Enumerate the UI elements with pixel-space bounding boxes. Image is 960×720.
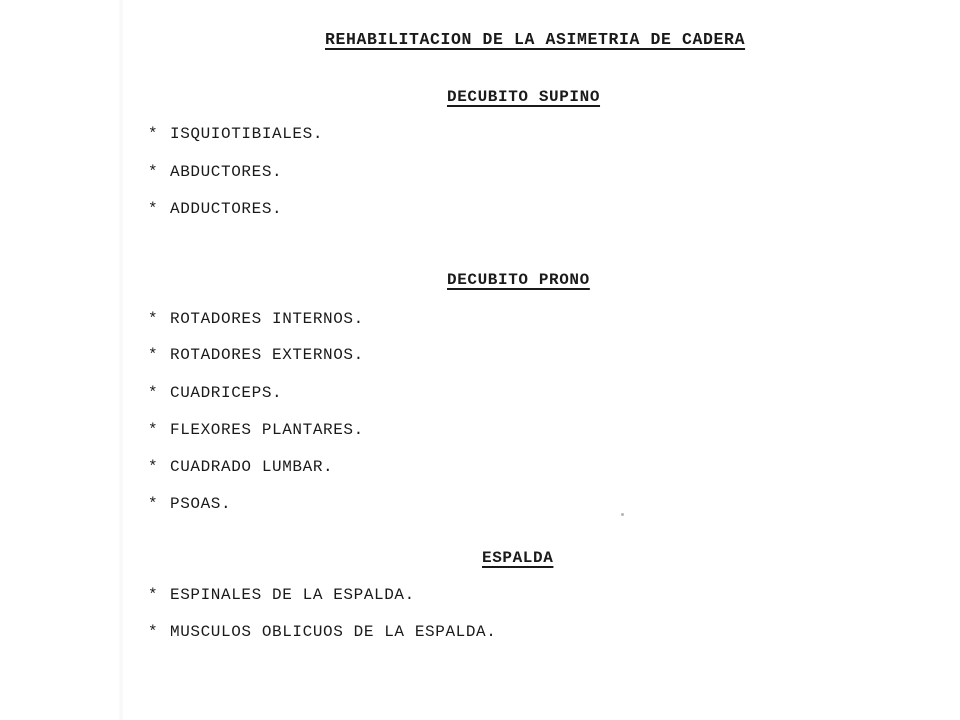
list-item bbox=[148, 421, 364, 439]
bullet-marker: * bbox=[148, 623, 159, 641]
bullet-marker: * bbox=[148, 310, 159, 328]
list-item-label: CUADRADO LUMBAR. bbox=[170, 458, 334, 476]
bullet-marker: * bbox=[148, 125, 159, 143]
bullet-marker: * bbox=[148, 495, 159, 513]
section-heading-decubito-prono: DECUBITO PRONO bbox=[447, 271, 590, 289]
bullet-marker: * bbox=[148, 346, 159, 364]
list-item-label: ADDUCTORES. bbox=[170, 200, 283, 218]
bullet-marker: * bbox=[148, 384, 159, 402]
list-item bbox=[148, 586, 415, 604]
list-item-label: ISQUIOTIBIALES. bbox=[170, 125, 324, 143]
bullet-marker: * bbox=[148, 586, 159, 604]
bullet-marker: * bbox=[148, 458, 159, 476]
list-item-label: CUADRICEPS. bbox=[170, 384, 283, 402]
list-item bbox=[148, 495, 231, 513]
list-item bbox=[148, 623, 496, 641]
list-item-label: ROTADORES INTERNOS. bbox=[170, 310, 364, 328]
list-item-label: ROTADORES EXTERNOS. bbox=[170, 346, 364, 364]
list-item-label: PSOAS. bbox=[170, 495, 232, 513]
bullet-marker: * bbox=[148, 421, 159, 439]
list-item bbox=[148, 458, 333, 476]
section-heading-decubito-supino: DECUBITO SUPINO bbox=[447, 88, 601, 106]
list-item bbox=[148, 163, 282, 181]
list-item bbox=[148, 384, 282, 402]
document-title: REHABILITACION DE LA ASIMETRIA DE CADERA bbox=[325, 30, 746, 49]
list-item bbox=[148, 200, 282, 218]
list-item-label: ABDUCTORES. bbox=[170, 163, 283, 181]
list-item-label: ESPINALES DE LA ESPALDA. bbox=[170, 586, 415, 604]
list-item-label: FLEXORES PLANTARES. bbox=[170, 421, 364, 439]
scan-shadow-edge bbox=[118, 0, 124, 720]
section-heading-espalda: ESPALDA bbox=[482, 549, 554, 567]
list-item bbox=[148, 346, 364, 364]
scan-speck bbox=[621, 513, 624, 516]
bullet-marker: * bbox=[148, 163, 159, 181]
list-item-label: MUSCULOS OBLICUOS DE LA ESPALDA. bbox=[170, 623, 497, 641]
list-item bbox=[148, 125, 323, 143]
bullet-marker: * bbox=[148, 200, 159, 218]
list-item bbox=[148, 310, 364, 328]
